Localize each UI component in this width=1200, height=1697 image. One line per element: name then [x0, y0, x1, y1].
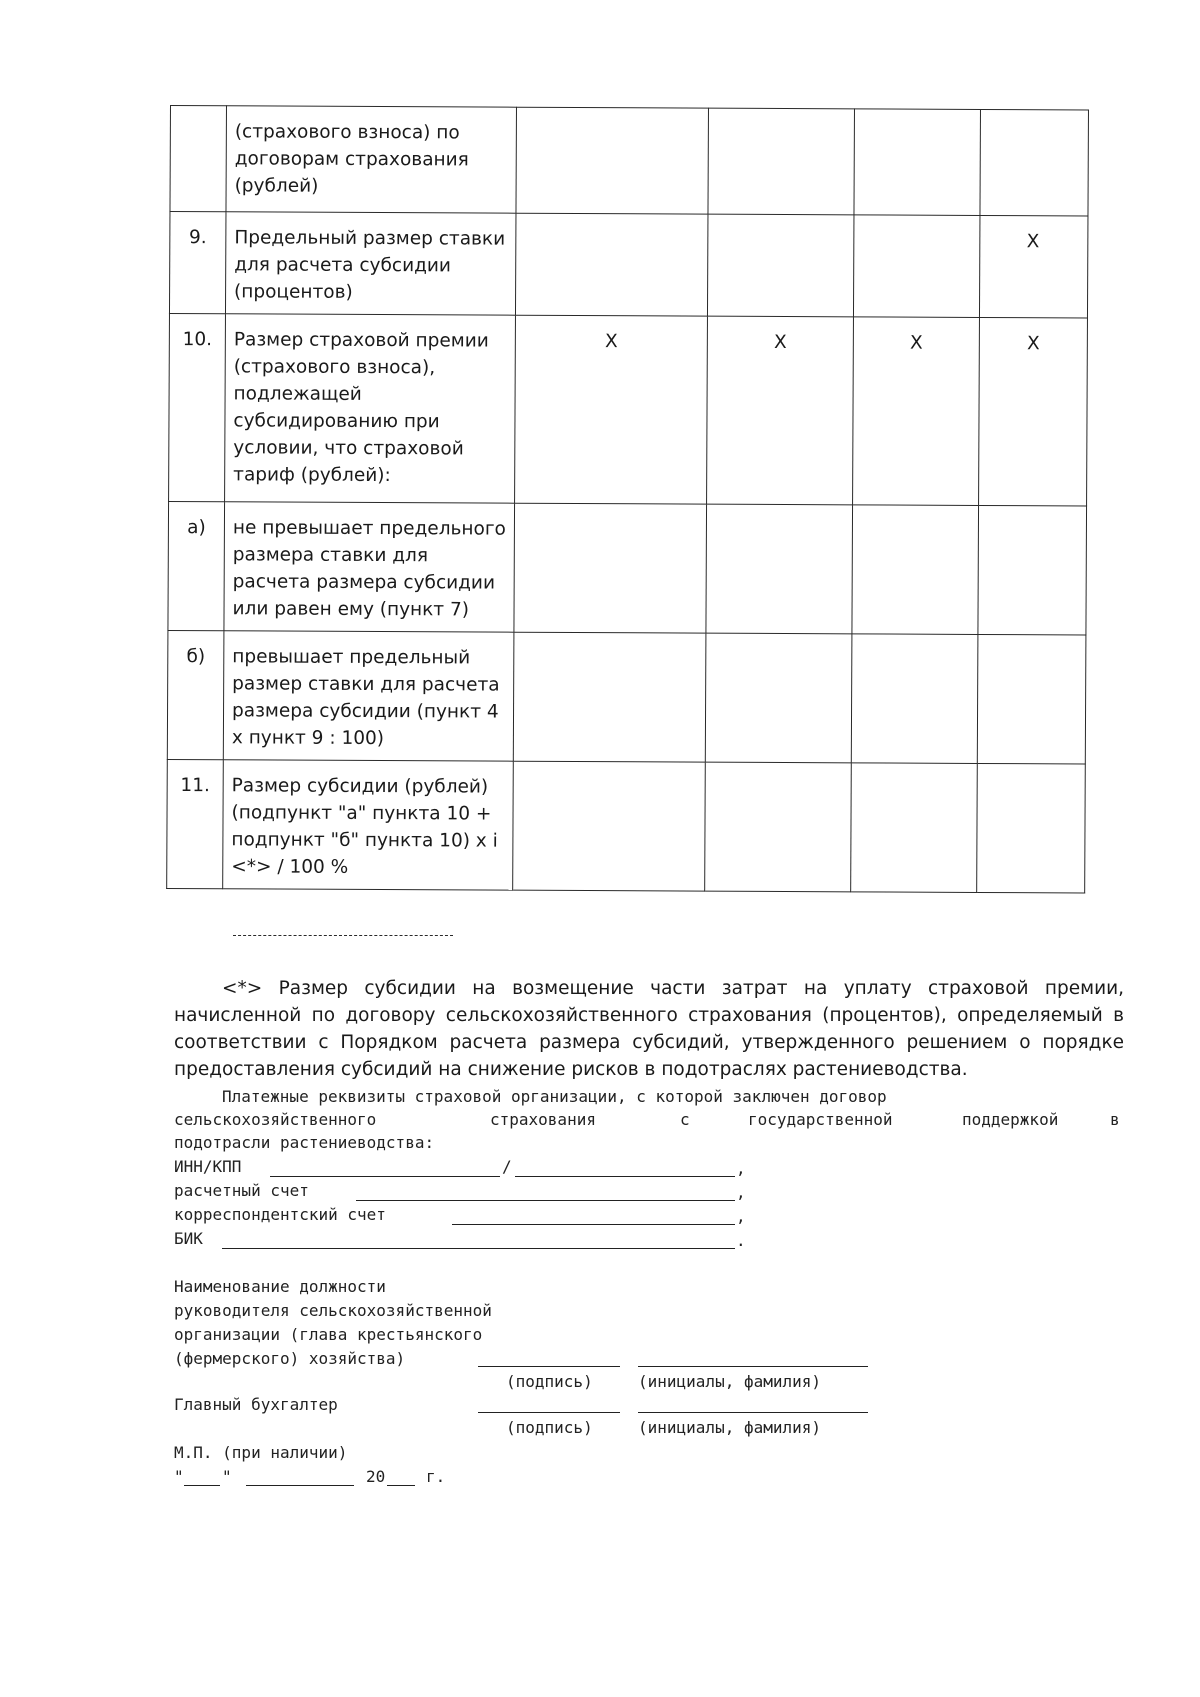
- position-title-line: Наименование должности: [174, 1277, 386, 1296]
- value-cell: X: [853, 317, 980, 506]
- table-row: [168, 501, 1087, 634]
- row-description: (страхового взноса) по договорам страхования (рублей): [226, 106, 517, 213]
- date-year-prefix: 20: [366, 1467, 386, 1486]
- requisites-intro-word: с: [680, 1110, 690, 1129]
- row-number: а): [168, 501, 225, 630]
- date-quote-open: ": [174, 1467, 184, 1486]
- comma: ,: [736, 1207, 746, 1226]
- requisites-intro-line-3: подотрасли растениеводства:: [174, 1133, 435, 1152]
- bik-input-line[interactable]: [222, 1248, 735, 1249]
- accountant-signature-line[interactable]: [478, 1412, 620, 1413]
- period: .: [736, 1231, 746, 1250]
- value-cell: [516, 107, 709, 214]
- table-row: [169, 313, 1088, 505]
- row-description: Предельный размер ставки для расчета субсидии (процентов): [225, 212, 515, 315]
- value-cell: [706, 504, 853, 634]
- row-description: превышает предельный размер ставки для расчета размера субсидии (пункт 4 х пункт 9 : 100): [223, 631, 514, 761]
- value-cell: [977, 634, 1086, 764]
- value-cell: [707, 214, 853, 317]
- value-cell: [977, 763, 1086, 893]
- subsidy-calculation-table: [166, 105, 1089, 893]
- date-quote-close: ": [222, 1467, 232, 1486]
- requisites-intro-word: в: [1110, 1110, 1120, 1129]
- value-cell: [980, 109, 1089, 216]
- value-cell: X: [979, 215, 1087, 318]
- row-description: не превышает предельного размера ставки для расчета размера субсидии или равен ему (пункт 7): [224, 502, 515, 632]
- value-cell: [851, 763, 978, 893]
- row-number: 10.: [169, 313, 226, 501]
- name-caption: (инициалы, фамилия): [638, 1372, 822, 1391]
- value-cell: [708, 108, 855, 215]
- requisites-intro-word: сельскохозяйственного: [174, 1110, 377, 1129]
- row-number: 11.: [167, 759, 224, 888]
- requisites-intro-word: государственной: [748, 1110, 893, 1129]
- comma: ,: [736, 1183, 746, 1202]
- head-name-line[interactable]: [638, 1366, 868, 1367]
- value-cell: [705, 762, 852, 892]
- value-cell: [705, 633, 852, 763]
- corr-account-input-line[interactable]: [452, 1224, 735, 1225]
- value-cell: [515, 213, 707, 316]
- account-label: расчетный счет: [174, 1181, 309, 1200]
- value-cell: [852, 505, 979, 635]
- signature-caption: (подпись): [506, 1418, 593, 1437]
- table-row: [169, 212, 1087, 318]
- comma: ,: [736, 1159, 746, 1178]
- value-cell: [851, 634, 978, 764]
- position-title-line: руководителя сельскохозяйственной: [174, 1301, 492, 1320]
- date-month-line[interactable]: [246, 1485, 354, 1486]
- chief-accountant-label: Главный бухгалтер: [174, 1395, 338, 1414]
- value-cell: [514, 503, 707, 633]
- row-description: Размер субсидии (рублей) (подпункт "а" пункта 10 + подпункт "б" пункта 10) х i <*> / 100 %: [223, 760, 514, 890]
- value-cell: [853, 215, 979, 318]
- table-row: [167, 759, 1086, 892]
- row-number: [170, 106, 227, 212]
- footnote-text: <*> Размер субсидии на возмещение части затрат на уплату страховой премии, начисленной по договору сельскохозяйственного страхования (процентов), определяемый в соответствии с Порядком расчета размера субсидий, утвержденного решением о порядке предоставления субсидий на снижение рисков в подотраслях растениеводства.: [174, 978, 1124, 1080]
- slash-separator: /: [502, 1157, 512, 1176]
- footnote-separator: [233, 935, 453, 936]
- row-number: б): [167, 630, 224, 759]
- account-input-line[interactable]: [356, 1200, 735, 1201]
- value-cell: [854, 109, 981, 216]
- value-cell: [513, 761, 706, 891]
- stamp-label: М.П. (при наличии): [174, 1443, 348, 1462]
- table-row: [167, 630, 1086, 763]
- value-cell: [513, 632, 706, 762]
- signature-caption: (подпись): [506, 1372, 593, 1391]
- date-year-line[interactable]: [387, 1485, 415, 1486]
- requisites-intro-line-1: Платежные реквизиты страховой организации, с которой заключен договор: [222, 1087, 887, 1106]
- inn-input-line[interactable]: [270, 1176, 500, 1177]
- table-row: [170, 106, 1089, 216]
- value-cell: X: [979, 317, 1088, 506]
- date-day-line[interactable]: [184, 1485, 220, 1486]
- value-cell: X: [707, 316, 854, 505]
- name-caption: (инициалы, фамилия): [638, 1418, 822, 1437]
- corr-account-label: корреспондентский счет: [174, 1205, 386, 1224]
- row-description: Размер страховой премии (страхового взноса), подлежащей субсидированию при условии, что страховой тариф (рублей):: [225, 314, 516, 503]
- date-year-suffix: г.: [426, 1467, 446, 1486]
- bik-label: БИК: [174, 1229, 203, 1248]
- requisites-intro-word: поддержкой: [962, 1110, 1059, 1129]
- requisites-intro-word: страхования: [490, 1110, 596, 1129]
- kpp-input-line[interactable]: [515, 1176, 735, 1177]
- inn-kpp-label: ИНН/КПП: [174, 1157, 242, 1176]
- value-cell: [978, 505, 1087, 635]
- position-title-line: (фермерского) хозяйства): [174, 1349, 406, 1368]
- value-cell: X: [515, 315, 708, 504]
- position-title-line: организации (глава крестьянского: [174, 1325, 483, 1344]
- accountant-name-line[interactable]: [638, 1412, 868, 1413]
- head-signature-line[interactable]: [478, 1366, 620, 1367]
- row-number: 9.: [169, 212, 225, 314]
